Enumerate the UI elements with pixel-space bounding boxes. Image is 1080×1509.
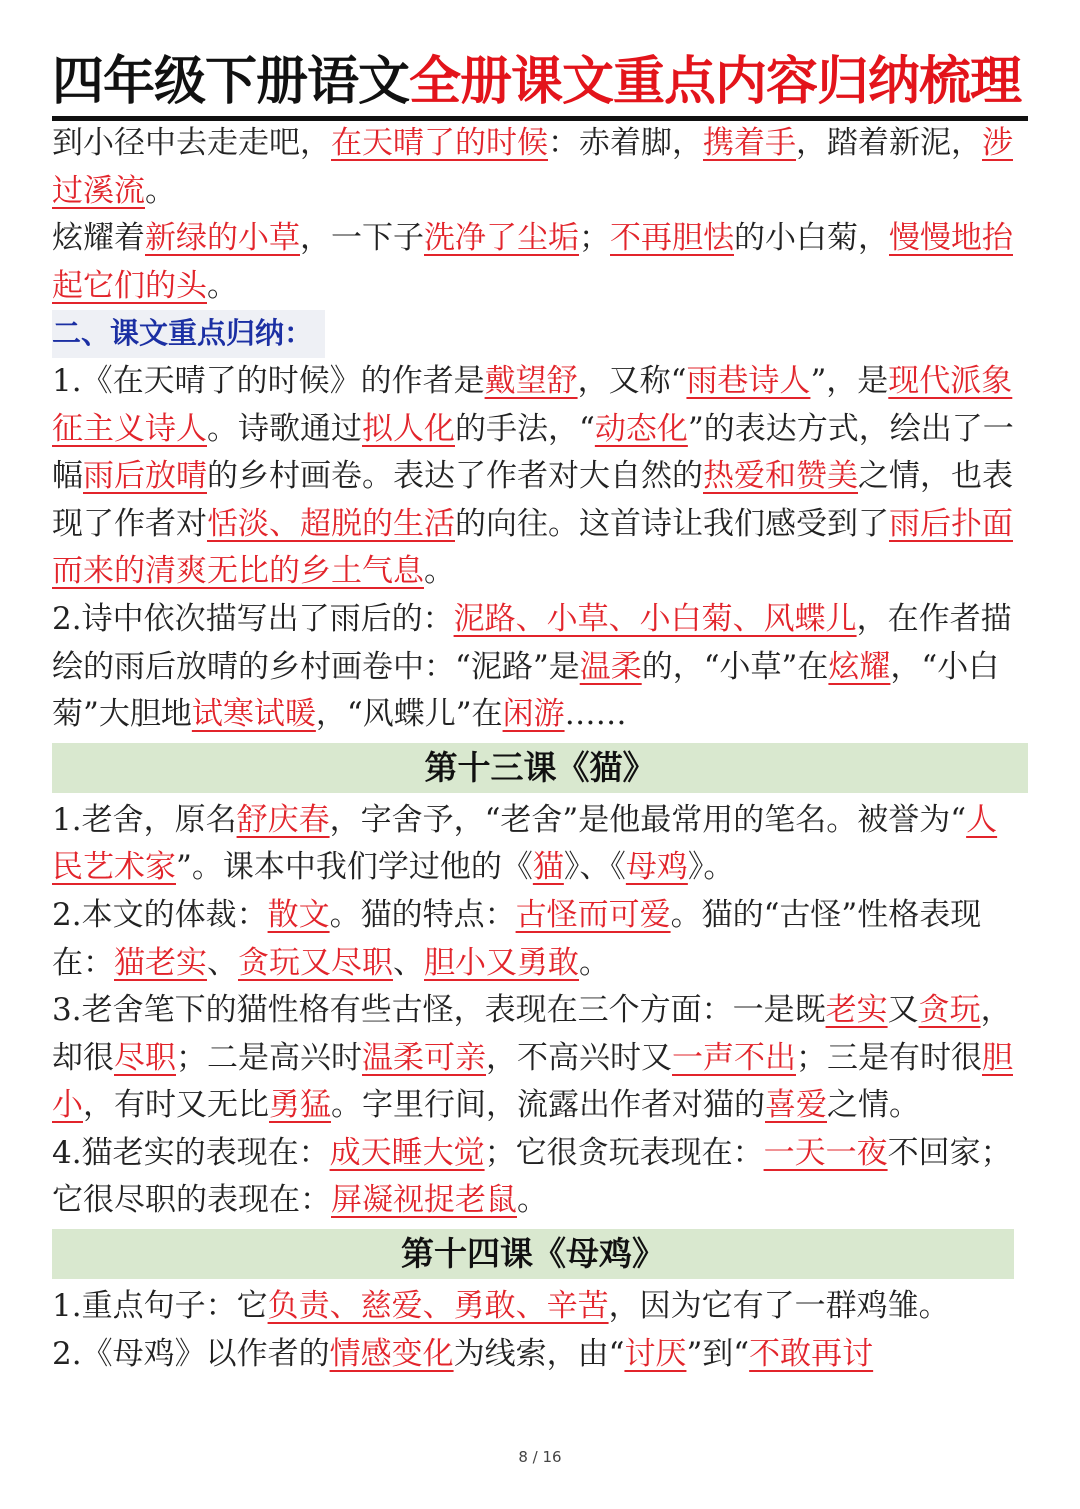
key-point-highlight: 慢慢地抬起它们的头 bbox=[52, 220, 1013, 304]
text-run: 之情，也表现了作者对 bbox=[52, 458, 1013, 542]
key-point-highlight: 雨巷诗人 bbox=[686, 362, 811, 399]
text-run: ，不高兴时又 bbox=[486, 1039, 672, 1076]
text-run: 。 bbox=[517, 1182, 548, 1219]
section-heading: 二、课文重点归纳： bbox=[52, 310, 325, 358]
text-run: ，因为它有了一群鸡雏。 bbox=[608, 1288, 950, 1325]
key-point-highlight: 情感变化 bbox=[329, 1335, 454, 1372]
text-run: 又 bbox=[887, 992, 919, 1029]
key-point-highlight: 恬淡、超脱的生活 bbox=[207, 505, 455, 542]
page-number: 8 / 16 bbox=[518, 1448, 562, 1466]
text-run: 的小白菊， bbox=[734, 220, 889, 257]
key-point-highlight: 一声不出 bbox=[672, 1039, 796, 1076]
key-point-highlight: 散文 bbox=[267, 896, 330, 933]
text-run: ”，是 bbox=[810, 362, 889, 399]
key-point-highlight: 胆小 bbox=[52, 1039, 1013, 1124]
key-point-highlight: 洗净了尘垢 bbox=[424, 220, 579, 257]
key-point-highlight: 不再胆怯 bbox=[610, 220, 734, 257]
key-point-highlight: 勇猛 bbox=[269, 1087, 331, 1124]
lesson-14-item-1 bbox=[52, 1283, 1028, 1331]
text-run: 之情。 bbox=[827, 1087, 920, 1124]
lesson-13-item-2 bbox=[52, 892, 1028, 987]
text-run: 。猫的特点： bbox=[329, 896, 516, 933]
key-point-highlight: 戴望舒 bbox=[484, 362, 578, 399]
text-run: 1.重点句子：它 bbox=[52, 1288, 268, 1325]
text-run: 2.本文的体裁： bbox=[52, 896, 268, 933]
text-run: 。诗歌通过 bbox=[207, 410, 362, 447]
key-point-highlight: 携着手 bbox=[703, 125, 796, 161]
key-point-highlight: 喜爱 bbox=[765, 1087, 827, 1124]
key-point-highlight: 古怪而可爱 bbox=[515, 896, 671, 933]
text-run: 。字里行间，流露出作者对猫的 bbox=[331, 1087, 765, 1124]
text-run: ，有时又无比 bbox=[83, 1087, 269, 1124]
section-heading-row bbox=[52, 310, 1028, 358]
text-run: ，在作者描绘的雨后放晴的乡村画卷中：“泥路”是 bbox=[52, 600, 1012, 685]
text-run: 。 bbox=[207, 267, 238, 304]
page-title bbox=[52, 50, 1028, 121]
key-point-highlight: 一天一夜 bbox=[763, 1134, 888, 1171]
section-item-1 bbox=[52, 358, 1028, 596]
text-run: ，又称“ bbox=[577, 362, 687, 399]
text-run: …… bbox=[564, 696, 627, 733]
key-point-highlight: 尽职 bbox=[114, 1039, 176, 1076]
text-run: ；二是高兴时 bbox=[176, 1039, 362, 1076]
text-run: 炫耀着 bbox=[52, 220, 145, 257]
key-point-highlight: 老实 bbox=[825, 992, 888, 1029]
key-point-highlight: 人民艺术家 bbox=[52, 801, 998, 886]
intro-paragraph-1 bbox=[52, 120, 1028, 215]
key-point-highlight: 成天睡大觉 bbox=[329, 1134, 485, 1171]
text-run: ”到“ bbox=[686, 1335, 750, 1372]
text-run: 到小径中去走走吧， bbox=[52, 125, 331, 161]
text-run: 不回家；它很尽职的表现在： bbox=[52, 1134, 1012, 1219]
text-run: ，“小白菊”大胆地 bbox=[52, 648, 1000, 733]
key-point-highlight: 负责、慈爱、勇敢、辛苦 bbox=[267, 1288, 609, 1325]
text-run: ，却很 bbox=[52, 992, 1012, 1076]
key-point-highlight: 动态化 bbox=[594, 410, 688, 447]
text-run: 的向往。这首诗让我们感受到了 bbox=[455, 505, 889, 542]
text-run: 。猫的“古怪”性格表现在： bbox=[52, 896, 982, 981]
text-run: 1.《在天晴了的时候》的作者是 bbox=[52, 362, 485, 399]
text-run: 的，“小草”在 bbox=[641, 648, 829, 685]
key-point-highlight: 现代派象征主义诗人 bbox=[52, 362, 1013, 447]
key-point-highlight: 温柔 bbox=[579, 648, 642, 685]
text-run: 、 bbox=[393, 944, 424, 981]
lesson-13-item-3 bbox=[52, 987, 1028, 1130]
key-point-highlight: 试寒试暖 bbox=[191, 696, 316, 733]
intro-paragraph-2 bbox=[52, 215, 1028, 310]
text-run: ； bbox=[579, 220, 610, 257]
key-point-highlight: 猫老实 bbox=[114, 944, 207, 981]
text-run: ；它很贪玩表现在： bbox=[484, 1134, 764, 1171]
lesson-13-item-4 bbox=[52, 1130, 1028, 1225]
text-run: 》。 bbox=[687, 849, 735, 886]
lesson-14-heading: 第十四课《母鸡》 bbox=[52, 1229, 1014, 1279]
key-point-highlight: 雨后放晴 bbox=[83, 458, 207, 495]
key-point-highlight: 涉过溪流 bbox=[52, 125, 1013, 209]
key-point-highlight: 胆小又勇敢 bbox=[424, 944, 579, 981]
key-point-highlight: 母鸡 bbox=[625, 849, 688, 886]
key-point-highlight: 拟人化 bbox=[362, 410, 455, 447]
key-point-highlight: 讨厌 bbox=[624, 1335, 687, 1372]
text-run: 。 bbox=[424, 553, 455, 590]
title-red-part: 全册课文重点内容归纳梳理 bbox=[409, 52, 1022, 112]
text-run: 的手法，“ bbox=[455, 410, 595, 447]
text-run: ，一下子 bbox=[300, 220, 424, 257]
text-run: ：赤着脚， bbox=[548, 125, 703, 161]
text-run: 。 bbox=[145, 172, 176, 209]
text-run: 2.诗中依次描写出了雨后的： bbox=[52, 600, 454, 637]
text-run: ”。课本中我们学过他的《 bbox=[176, 849, 533, 886]
title-text bbox=[52, 50, 1028, 114]
key-point-highlight: 闲游 bbox=[502, 696, 565, 733]
text-run: ，字舍予，“老舍”是他最常用的笔名。被誉为“ bbox=[329, 801, 967, 838]
text-run: 的乡村画卷。表达了作者对大自然的 bbox=[207, 458, 703, 495]
key-point-highlight: 炫耀 bbox=[828, 648, 891, 685]
text-run: 为线索，由“ bbox=[453, 1335, 625, 1372]
text-run: 4.猫老实的表现在： bbox=[52, 1134, 330, 1171]
key-point-highlight: 温柔可亲 bbox=[362, 1039, 486, 1076]
key-point-highlight: 热爱和赞美 bbox=[703, 458, 858, 495]
text-run: ；三是有时很 bbox=[796, 1039, 982, 1076]
lesson-13-heading: 第十三课《猫》 bbox=[52, 743, 1028, 793]
key-point-highlight: 贪玩 bbox=[918, 992, 981, 1029]
text-run: ，踏着新泥， bbox=[796, 125, 982, 161]
text-run: 1.老舍，原名 bbox=[52, 801, 237, 838]
key-point-highlight: 屏凝视捉老鼠 bbox=[331, 1182, 517, 1219]
key-point-highlight: 猫 bbox=[532, 849, 564, 886]
text-run: 2.《母鸡》以作者的 bbox=[52, 1335, 330, 1372]
key-point-highlight: 在天晴了的时候 bbox=[331, 125, 548, 161]
text-run: ，“风蝶儿”在 bbox=[315, 696, 503, 733]
key-point-highlight: 贪玩又尽职 bbox=[238, 944, 393, 981]
section-item-2 bbox=[52, 596, 1028, 739]
lesson-14-item-2 bbox=[52, 1331, 1028, 1379]
text-run: ”的表达方式，绘出了一幅 bbox=[52, 410, 1014, 495]
key-point-highlight: 雨后扑面而来的清爽无比的乡土气息 bbox=[52, 505, 1013, 590]
text-run: 、 bbox=[207, 944, 238, 981]
text-run: 3.老舍笔下的猫性格有些古怪，表现在三个方面：一是既 bbox=[52, 992, 826, 1029]
key-point-highlight: 新绿的小草 bbox=[145, 220, 300, 257]
key-point-highlight: 不敢再讨 bbox=[749, 1335, 874, 1372]
text-run: 》、《 bbox=[563, 849, 626, 886]
title-black-part: 四年级下册语文 bbox=[52, 52, 410, 112]
text-run: 。 bbox=[579, 944, 610, 981]
document-body bbox=[52, 120, 1028, 1378]
lesson-13-item-1 bbox=[52, 797, 1028, 892]
key-point-highlight: 泥路、小草、小白菊、风蝶儿 bbox=[453, 600, 857, 637]
key-point-highlight: 舒庆春 bbox=[236, 801, 330, 838]
